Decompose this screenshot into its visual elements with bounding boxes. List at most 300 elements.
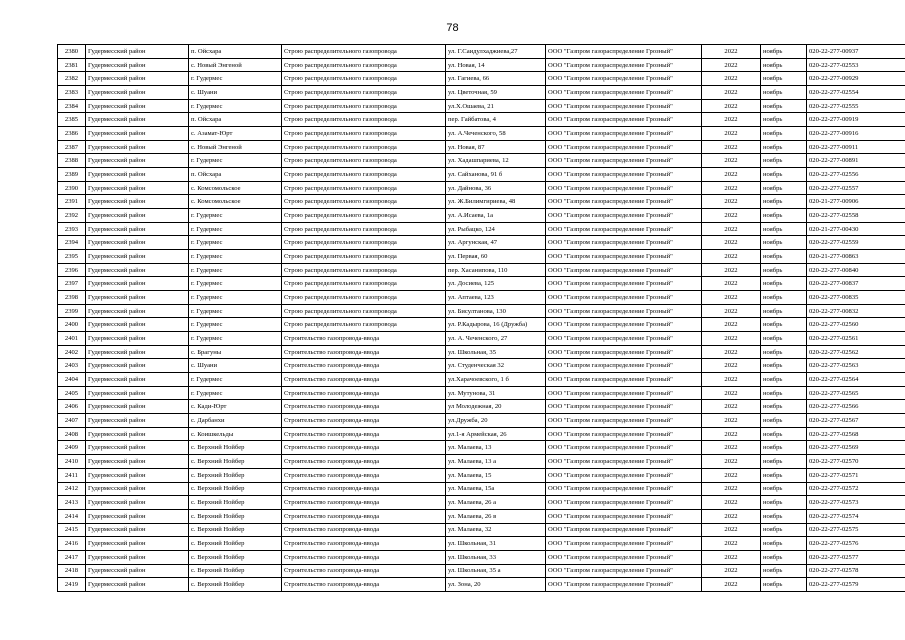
table-row bbox=[58, 359, 905, 373]
settlement-cell: с. Комсомольское bbox=[189, 181, 282, 195]
work-type-cell: Строю распределительного газопровода bbox=[282, 277, 446, 291]
district-cell: Гудермесский район bbox=[86, 482, 189, 496]
code-cell: 020-22-277-00832 bbox=[807, 304, 905, 318]
address-cell: ул. Школьная, 31 bbox=[446, 537, 546, 551]
code-cell: 020-21-277-00863 bbox=[807, 250, 905, 264]
code-cell: 020-22-277-02554 bbox=[807, 86, 905, 100]
month-cell: ноябрь bbox=[761, 140, 807, 154]
organization-cell: ООО "Газпром газораспределение Грозный" bbox=[546, 58, 702, 72]
district-cell: Гудермесский район bbox=[86, 236, 189, 250]
district-cell: Гудермесский район bbox=[86, 127, 189, 141]
settlement-cell: с. Дарбанхи bbox=[189, 414, 282, 428]
row-number-cell: 2414 bbox=[58, 509, 86, 523]
district-cell: Гудермесский район bbox=[86, 578, 189, 592]
address-cell: ул. Досиева, 125 bbox=[446, 277, 546, 291]
district-cell: Гудермесский район bbox=[86, 441, 189, 455]
organization-cell: ООО "Газпром газораспределение Грозный" bbox=[546, 496, 702, 510]
code-cell: 020-22-277-02577 bbox=[807, 550, 905, 564]
address-cell: ул. Сайханова, 91 б bbox=[446, 168, 546, 182]
row-number-cell: 2387 bbox=[58, 140, 86, 154]
work-type-cell: Строю распределительного газопровода bbox=[282, 318, 446, 332]
month-cell: ноябрь bbox=[761, 304, 807, 318]
settlement-cell: г. Гудермес bbox=[189, 373, 282, 387]
table-row bbox=[58, 345, 905, 359]
organization-cell: ООО "Газпром газораспределение Грозный" bbox=[546, 345, 702, 359]
district-cell: Гудермесский район bbox=[86, 359, 189, 373]
district-cell: Гудермесский район bbox=[86, 496, 189, 510]
year-cell: 2022 bbox=[702, 113, 761, 127]
work-type-cell: Строительство газопровода-ввода bbox=[282, 509, 446, 523]
organization-cell: ООО "Газпром газораспределение Грозный" bbox=[546, 468, 702, 482]
year-cell: 2022 bbox=[702, 168, 761, 182]
row-number-cell: 2417 bbox=[58, 550, 86, 564]
month-cell: ноябрь bbox=[761, 58, 807, 72]
row-number-cell: 2418 bbox=[58, 564, 86, 578]
year-cell: 2022 bbox=[702, 72, 761, 86]
district-cell: Гудермесский район bbox=[86, 427, 189, 441]
month-cell: ноябрь bbox=[761, 263, 807, 277]
month-cell: ноябрь bbox=[761, 523, 807, 537]
table-row bbox=[58, 564, 905, 578]
settlement-cell: с. Брагуны bbox=[189, 345, 282, 359]
settlement-cell: г. Гудермес bbox=[189, 236, 282, 250]
row-number-cell: 2395 bbox=[58, 250, 86, 264]
row-number-cell: 2401 bbox=[58, 332, 86, 346]
row-number-cell: 2404 bbox=[58, 373, 86, 387]
month-cell: ноябрь bbox=[761, 373, 807, 387]
year-cell: 2022 bbox=[702, 45, 761, 59]
month-cell: ноябрь bbox=[761, 72, 807, 86]
table-row bbox=[58, 318, 905, 332]
work-type-cell: Строительство газопровода-ввода bbox=[282, 400, 446, 414]
page-number: 78 bbox=[446, 22, 459, 34]
year-cell: 2022 bbox=[702, 427, 761, 441]
settlement-cell: с. Коишкельды bbox=[189, 427, 282, 441]
year-cell: 2022 bbox=[702, 373, 761, 387]
row-number-cell: 2413 bbox=[58, 496, 86, 510]
district-cell: Гудермесский район bbox=[86, 455, 189, 469]
month-cell: ноябрь bbox=[761, 345, 807, 359]
address-cell: ул. Гагиева, 66 bbox=[446, 72, 546, 86]
work-type-cell: Строительство газопровода-ввода bbox=[282, 332, 446, 346]
table-row bbox=[58, 250, 905, 264]
address-cell: ул. А. Чеченского, 27 bbox=[446, 332, 546, 346]
table-row bbox=[58, 181, 905, 195]
district-cell: Гудермесский район bbox=[86, 168, 189, 182]
settlement-cell: п. Ойсхара bbox=[189, 113, 282, 127]
settlement-cell: с. Верхний Нойбер bbox=[189, 537, 282, 551]
settlement-cell: с. Верхний Нойбер bbox=[189, 468, 282, 482]
address-cell: ул. Малаева, 26 в bbox=[446, 509, 546, 523]
address-cell: ул. Рыбацко, 124 bbox=[446, 222, 546, 236]
district-cell: Гудермесский район bbox=[86, 99, 189, 113]
month-cell: ноябрь bbox=[761, 468, 807, 482]
table-row bbox=[58, 550, 905, 564]
row-number-cell: 2400 bbox=[58, 318, 86, 332]
organization-cell: ООО "Газпром газораспределение Грозный" bbox=[546, 373, 702, 387]
row-number-cell: 2386 bbox=[58, 127, 86, 141]
year-cell: 2022 bbox=[702, 359, 761, 373]
work-type-cell: Строительство газопровода-ввода bbox=[282, 578, 446, 592]
district-cell: Гудермесский район bbox=[86, 386, 189, 400]
district-cell: Гудермесский район bbox=[86, 154, 189, 168]
year-cell: 2022 bbox=[702, 318, 761, 332]
code-cell: 020-22-277-00919 bbox=[807, 113, 905, 127]
organization-cell: ООО "Газпром газораспределение Грозный" bbox=[546, 455, 702, 469]
row-number-cell: 2407 bbox=[58, 414, 86, 428]
address-cell: ул.Дружба, 20 bbox=[446, 414, 546, 428]
address-cell: ул.Харачоевского, 1 б bbox=[446, 373, 546, 387]
row-number-cell: 2412 bbox=[58, 482, 86, 496]
organization-cell: ООО "Газпром газораспределение Грозный" bbox=[546, 277, 702, 291]
district-cell: Гудермесский район bbox=[86, 523, 189, 537]
code-cell: 020-22-277-02564 bbox=[807, 373, 905, 387]
table-row bbox=[58, 209, 905, 223]
district-cell: Гудермесский район bbox=[86, 277, 189, 291]
organization-cell: ООО "Газпром газораспределение Грозный" bbox=[546, 86, 702, 100]
district-cell: Гудермесский район bbox=[86, 564, 189, 578]
address-cell: пер. Гайбатова, 4 bbox=[446, 113, 546, 127]
year-cell: 2022 bbox=[702, 455, 761, 469]
address-cell: ул. Р.Кадырова, 16 (Дружба) bbox=[446, 318, 546, 332]
work-type-cell: Строю распределительного газопровода bbox=[282, 263, 446, 277]
organization-cell: ООО "Газпром газораспределение Грозный" bbox=[546, 414, 702, 428]
address-cell: ул. А.Чеченского, 58 bbox=[446, 127, 546, 141]
year-cell: 2022 bbox=[702, 523, 761, 537]
code-cell: 020-22-277-00891 bbox=[807, 154, 905, 168]
year-cell: 2022 bbox=[702, 277, 761, 291]
address-cell: ул. Первая, 60 bbox=[446, 250, 546, 264]
year-cell: 2022 bbox=[702, 414, 761, 428]
year-cell: 2022 bbox=[702, 482, 761, 496]
year-cell: 2022 bbox=[702, 58, 761, 72]
work-type-cell: Строю распределительного газопровода bbox=[282, 140, 446, 154]
year-cell: 2022 bbox=[702, 99, 761, 113]
month-cell: ноябрь bbox=[761, 427, 807, 441]
settlement-cell: с. Шуани bbox=[189, 86, 282, 100]
code-cell: 020-22-277-02578 bbox=[807, 564, 905, 578]
table-row bbox=[58, 291, 905, 305]
district-cell: Гудермесский район bbox=[86, 509, 189, 523]
settlement-cell: г. Гудермес bbox=[189, 291, 282, 305]
organization-cell: ООО "Газпром газораспределение Грозный" bbox=[546, 209, 702, 223]
address-cell: ул. Малаева, 15 bbox=[446, 468, 546, 482]
month-cell: ноябрь bbox=[761, 86, 807, 100]
month-cell: ноябрь bbox=[761, 400, 807, 414]
year-cell: 2022 bbox=[702, 400, 761, 414]
organization-cell: ООО "Газпром газораспределение Грозный" bbox=[546, 578, 702, 592]
work-type-cell: Строю распределительного газопровода bbox=[282, 250, 446, 264]
month-cell: ноябрь bbox=[761, 496, 807, 510]
work-type-cell: Строю распределительного газопровода bbox=[282, 181, 446, 195]
organization-cell: ООО "Газпром газораспределение Грозный" bbox=[546, 45, 702, 59]
work-type-cell: Строю распределительного газопровода bbox=[282, 154, 446, 168]
organization-cell: ООО "Газпром газораспределение Грозный" bbox=[546, 72, 702, 86]
district-cell: Гудермесский район bbox=[86, 58, 189, 72]
district-cell: Гудермесский район bbox=[86, 181, 189, 195]
month-cell: ноябрь bbox=[761, 45, 807, 59]
year-cell: 2022 bbox=[702, 154, 761, 168]
row-number-cell: 2416 bbox=[58, 537, 86, 551]
row-number-cell: 2415 bbox=[58, 523, 86, 537]
work-type-cell: Строительство газопровода-ввода bbox=[282, 550, 446, 564]
code-cell: 020-22-277-02561 bbox=[807, 332, 905, 346]
code-cell: 020-22-277-02572 bbox=[807, 482, 905, 496]
code-cell: 020-22-277-00835 bbox=[807, 291, 905, 305]
table-row bbox=[58, 482, 905, 496]
code-cell: 020-22-277-02573 bbox=[807, 496, 905, 510]
table-row bbox=[58, 154, 905, 168]
table-row bbox=[58, 523, 905, 537]
code-cell: 020-22-277-02576 bbox=[807, 537, 905, 551]
year-cell: 2022 bbox=[702, 578, 761, 592]
organization-cell: ООО "Газпром газораспределение Грозный" bbox=[546, 359, 702, 373]
year-cell: 2022 bbox=[702, 222, 761, 236]
district-cell: Гудермесский район bbox=[86, 537, 189, 551]
district-cell: Гудермесский район bbox=[86, 373, 189, 387]
organization-cell: ООО "Газпром газораспределение Грозный" bbox=[546, 154, 702, 168]
table-row bbox=[58, 45, 905, 59]
table-row bbox=[58, 427, 905, 441]
row-number-cell: 2403 bbox=[58, 359, 86, 373]
row-number-cell: 2405 bbox=[58, 386, 86, 400]
organization-cell: ООО "Газпром газораспределение Грозный" bbox=[546, 291, 702, 305]
table-row bbox=[58, 236, 905, 250]
district-cell: Гудермесский район bbox=[86, 45, 189, 59]
settlement-cell: г. Гудермес bbox=[189, 386, 282, 400]
address-cell: ул. Малаева, 13 а bbox=[446, 455, 546, 469]
district-cell: Гудермесский район bbox=[86, 113, 189, 127]
settlement-cell: с. Верхний Нойбер bbox=[189, 441, 282, 455]
code-cell: 020-22-277-02553 bbox=[807, 58, 905, 72]
table-row bbox=[58, 168, 905, 182]
settlement-cell: с. Верхний Нойбер bbox=[189, 509, 282, 523]
address-cell: пер. Хасанипова, 110 bbox=[446, 263, 546, 277]
table-row bbox=[58, 386, 905, 400]
district-cell: Гудермесский район bbox=[86, 72, 189, 86]
month-cell: ноябрь bbox=[761, 181, 807, 195]
work-type-cell: Строю распределительного газопровода bbox=[282, 99, 446, 113]
row-number-cell: 2393 bbox=[58, 222, 86, 236]
address-cell: ул. Цветочная, 59 bbox=[446, 86, 546, 100]
month-cell: ноябрь bbox=[761, 291, 807, 305]
settlement-cell: с. Новый Энгеной bbox=[189, 140, 282, 154]
address-cell: ул. Школьная, 33 bbox=[446, 550, 546, 564]
work-type-cell: Строительство газопровода-ввода bbox=[282, 427, 446, 441]
organization-cell: ООО "Газпром газораспределение Грозный" bbox=[546, 441, 702, 455]
table-row bbox=[58, 99, 905, 113]
month-cell: ноябрь bbox=[761, 99, 807, 113]
district-cell: Гудермесский район bbox=[86, 291, 189, 305]
code-cell: 020-21-277-00906 bbox=[807, 195, 905, 209]
month-cell: ноябрь bbox=[761, 318, 807, 332]
settlement-cell: п. Ойсхара bbox=[189, 45, 282, 59]
row-number-cell: 2396 bbox=[58, 263, 86, 277]
code-cell: 020-22-277-02557 bbox=[807, 181, 905, 195]
settlement-cell: г. Гудермес bbox=[189, 318, 282, 332]
table-row bbox=[58, 263, 905, 277]
settlement-cell: с. Верхний Нойбер bbox=[189, 482, 282, 496]
settlement-cell: г. Гудермес bbox=[189, 209, 282, 223]
organization-cell: ООО "Газпром газораспределение Грозный" bbox=[546, 318, 702, 332]
settlement-cell: с. Верхний Нойбер bbox=[189, 564, 282, 578]
settlement-cell: с. Верхний Нойбер bbox=[189, 578, 282, 592]
month-cell: ноябрь bbox=[761, 154, 807, 168]
row-number-cell: 2390 bbox=[58, 181, 86, 195]
table-row bbox=[58, 86, 905, 100]
code-cell: 020-22-277-02570 bbox=[807, 455, 905, 469]
work-type-cell: Строю распределительного газопровода bbox=[282, 86, 446, 100]
registry-table-body bbox=[58, 45, 905, 592]
address-cell: ул.1-я Армейская, 26 bbox=[446, 427, 546, 441]
work-type-cell: Строительство газопровода-ввода bbox=[282, 386, 446, 400]
code-cell: 020-22-277-02568 bbox=[807, 427, 905, 441]
organization-cell: ООО "Газпром газораспределение Грозный" bbox=[546, 427, 702, 441]
table-row bbox=[58, 455, 905, 469]
code-cell: 020-22-277-02579 bbox=[807, 578, 905, 592]
district-cell: Гудермесский район bbox=[86, 250, 189, 264]
address-cell: ул. Мутунова, 31 bbox=[446, 386, 546, 400]
year-cell: 2022 bbox=[702, 332, 761, 346]
district-cell: Гудермесский район bbox=[86, 414, 189, 428]
row-number-cell: 2391 bbox=[58, 195, 86, 209]
district-cell: Гудермесский район bbox=[86, 345, 189, 359]
row-number-cell: 2392 bbox=[58, 209, 86, 223]
settlement-cell: с. Новый Энгеной bbox=[189, 58, 282, 72]
month-cell: ноябрь bbox=[761, 113, 807, 127]
row-number-cell: 2406 bbox=[58, 400, 86, 414]
work-type-cell: Строю распределительного газопровода bbox=[282, 127, 446, 141]
table-row bbox=[58, 113, 905, 127]
work-type-cell: Строю распределительного газопровода bbox=[282, 209, 446, 223]
settlement-cell: с. Азамат-Юрт bbox=[189, 127, 282, 141]
row-number-cell: 2419 bbox=[58, 578, 86, 592]
table-row bbox=[58, 496, 905, 510]
district-cell: Гудермесский район bbox=[86, 263, 189, 277]
registry-table bbox=[57, 44, 905, 592]
table-row bbox=[58, 332, 905, 346]
district-cell: Гудермесский район bbox=[86, 318, 189, 332]
table-row bbox=[58, 373, 905, 387]
organization-cell: ООО "Газпром газораспределение Грозный" bbox=[546, 523, 702, 537]
row-number-cell: 2383 bbox=[58, 86, 86, 100]
month-cell: ноябрь bbox=[761, 250, 807, 264]
year-cell: 2022 bbox=[702, 86, 761, 100]
table-row bbox=[58, 58, 905, 72]
organization-cell: ООО "Газпром газораспределение Грозный" bbox=[546, 332, 702, 346]
row-number-cell: 2394 bbox=[58, 236, 86, 250]
organization-cell: ООО "Газпром газораспределение Грозный" bbox=[546, 127, 702, 141]
year-cell: 2022 bbox=[702, 468, 761, 482]
month-cell: ноябрь bbox=[761, 564, 807, 578]
organization-cell: ООО "Газпром газораспределение Грозный" bbox=[546, 564, 702, 578]
code-cell: 020-22-277-02560 bbox=[807, 318, 905, 332]
organization-cell: ООО "Газпром газораспределение Грозный" bbox=[546, 304, 702, 318]
district-cell: Гудермесский район bbox=[86, 209, 189, 223]
row-number-cell: 2411 bbox=[58, 468, 86, 482]
address-cell: ул. Малаева, 13 bbox=[446, 441, 546, 455]
year-cell: 2022 bbox=[702, 181, 761, 195]
year-cell: 2022 bbox=[702, 304, 761, 318]
row-number-cell: 2389 bbox=[58, 168, 86, 182]
district-cell: Гудермесский район bbox=[86, 550, 189, 564]
row-number-cell: 2402 bbox=[58, 345, 86, 359]
address-cell: ул. Школьная, 35 а bbox=[446, 564, 546, 578]
organization-cell: ООО "Газпром газораспределение Грозный" bbox=[546, 550, 702, 564]
code-cell: 020-22-277-02563 bbox=[807, 359, 905, 373]
year-cell: 2022 bbox=[702, 537, 761, 551]
code-cell: 020-22-277-02574 bbox=[807, 509, 905, 523]
settlement-cell: г. Гудермес bbox=[189, 99, 282, 113]
organization-cell: ООО "Газпром газораспределение Грозный" bbox=[546, 181, 702, 195]
organization-cell: ООО "Газпром газораспределение Грозный" bbox=[546, 113, 702, 127]
month-cell: ноябрь bbox=[761, 127, 807, 141]
work-type-cell: Строю распределительного газопровода bbox=[282, 291, 446, 305]
row-number-cell: 2380 bbox=[58, 45, 86, 59]
month-cell: ноябрь bbox=[761, 509, 807, 523]
work-type-cell: Строительство газопровода-ввода bbox=[282, 537, 446, 551]
month-cell: ноябрь bbox=[761, 222, 807, 236]
address-cell: ул. Хадашпариева, 12 bbox=[446, 154, 546, 168]
year-cell: 2022 bbox=[702, 209, 761, 223]
table-row bbox=[58, 140, 905, 154]
row-number-cell: 2409 bbox=[58, 441, 86, 455]
organization-cell: ООО "Газпром газораспределение Грозный" bbox=[546, 250, 702, 264]
code-cell: 020-22-277-00929 bbox=[807, 72, 905, 86]
work-type-cell: Строительство газопровода-ввода bbox=[282, 564, 446, 578]
code-cell: 020-22-277-02562 bbox=[807, 345, 905, 359]
settlement-cell: г. Гудермес bbox=[189, 277, 282, 291]
table-row bbox=[58, 277, 905, 291]
address-cell: ул. Аптаева, 123 bbox=[446, 291, 546, 305]
organization-cell: ООО "Газпром газораспределение Грозный" bbox=[546, 195, 702, 209]
settlement-cell: с. Комсомольское bbox=[189, 195, 282, 209]
district-cell: Гудермесский район bbox=[86, 195, 189, 209]
table-row bbox=[58, 72, 905, 86]
work-type-cell: Строю распределительного газопровода bbox=[282, 222, 446, 236]
row-number-cell: 2388 bbox=[58, 154, 86, 168]
work-type-cell: Строю распределительного газопровода bbox=[282, 58, 446, 72]
year-cell: 2022 bbox=[702, 386, 761, 400]
year-cell: 2022 bbox=[702, 195, 761, 209]
address-cell: ул. Зона, 20 bbox=[446, 578, 546, 592]
settlement-cell: г. Гудермес bbox=[189, 263, 282, 277]
district-cell: Гудермесский район bbox=[86, 140, 189, 154]
organization-cell: ООО "Газпром газораспределение Грозный" bbox=[546, 386, 702, 400]
work-type-cell: Строительство газопровода-ввода bbox=[282, 468, 446, 482]
work-type-cell: Строю распределительного газопровода bbox=[282, 304, 446, 318]
code-cell: 020-22-277-02569 bbox=[807, 441, 905, 455]
year-cell: 2022 bbox=[702, 345, 761, 359]
row-number-cell: 2385 bbox=[58, 113, 86, 127]
settlement-cell: с. Верхний Нойбер bbox=[189, 550, 282, 564]
table-row bbox=[58, 578, 905, 592]
year-cell: 2022 bbox=[702, 263, 761, 277]
settlement-cell: г. Гудермес bbox=[189, 72, 282, 86]
organization-cell: ООО "Газпром газораспределение Грозный" bbox=[546, 482, 702, 496]
table-row bbox=[58, 441, 905, 455]
code-cell: 020-22-277-02567 bbox=[807, 414, 905, 428]
table-row bbox=[58, 414, 905, 428]
month-cell: ноябрь bbox=[761, 550, 807, 564]
district-cell: Гудермесский район bbox=[86, 222, 189, 236]
code-cell: 020-22-277-00840 bbox=[807, 263, 905, 277]
work-type-cell: Строю распределительного газопровода bbox=[282, 113, 446, 127]
organization-cell: ООО "Газпром газораспределение Грозный" bbox=[546, 263, 702, 277]
settlement-cell: с. Верхний Нойбер bbox=[189, 496, 282, 510]
table-row bbox=[58, 195, 905, 209]
address-cell: ул.Х.Ошаева, 21 bbox=[446, 99, 546, 113]
